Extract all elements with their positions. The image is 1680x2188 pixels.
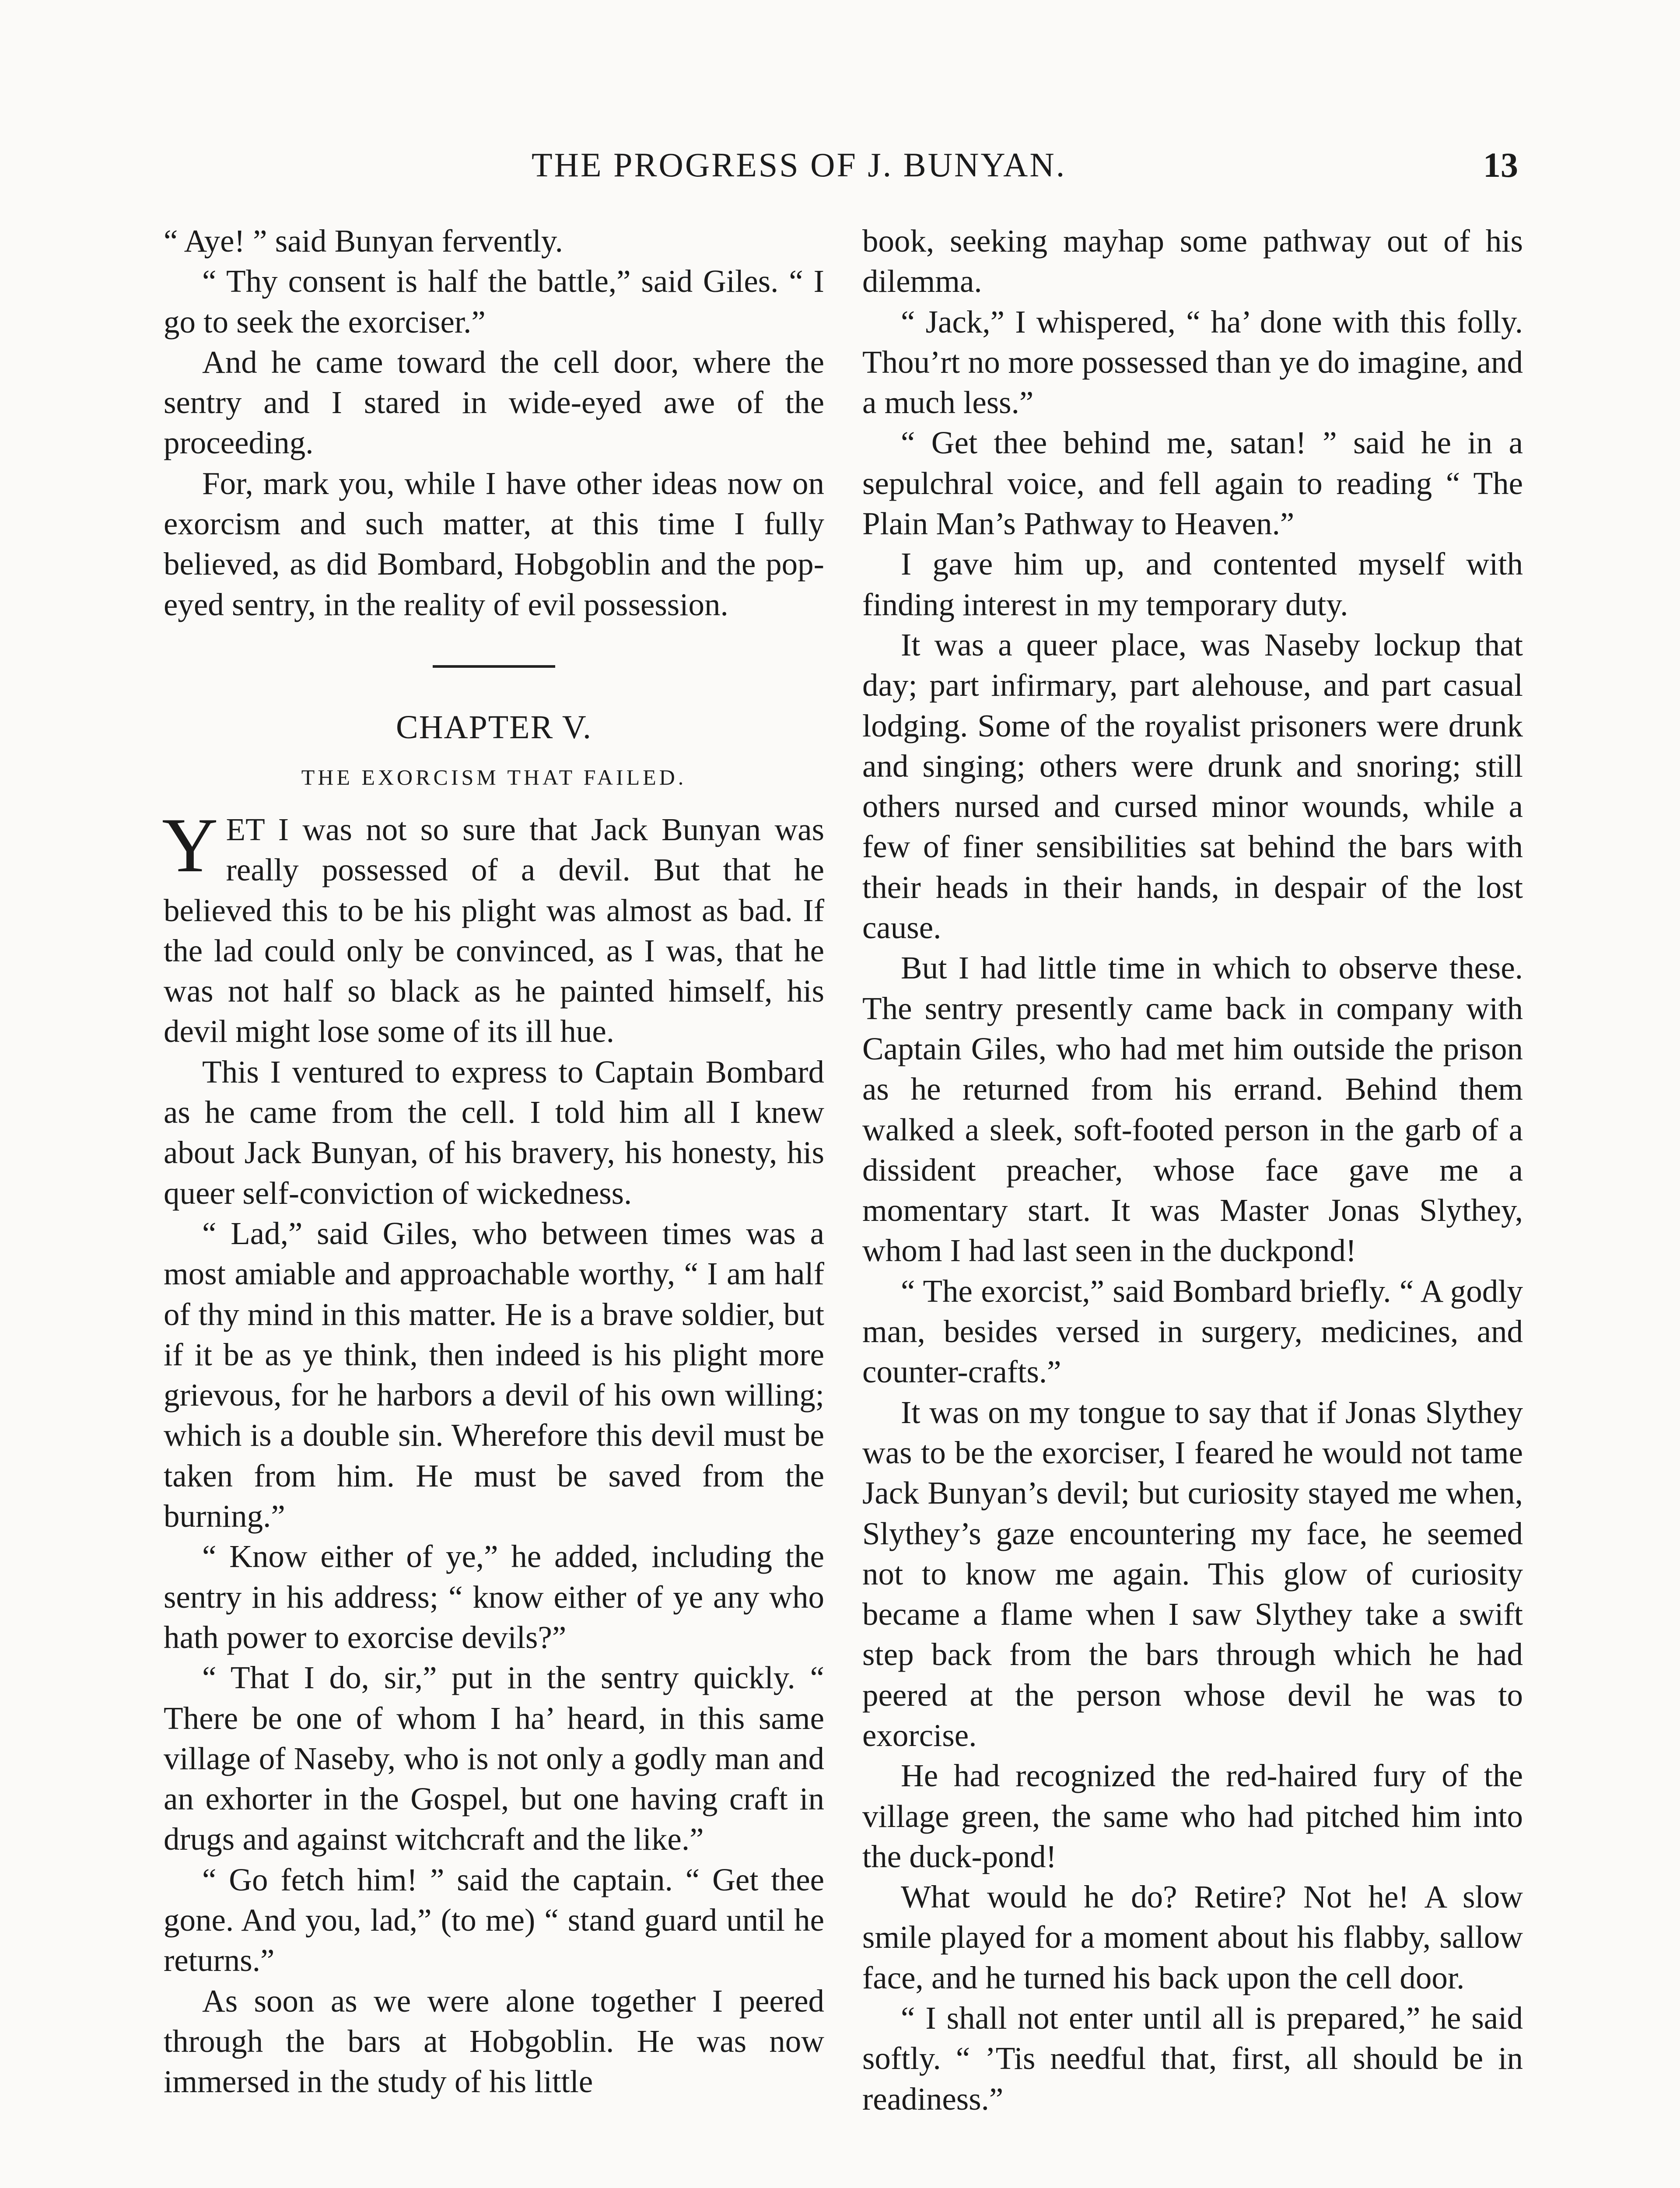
paragraph: “ Jack,” I whispered, “ ha’ done with this folly. Thou’rt no more possessed than ye do imagine, and a much less.” [862, 304, 1523, 421]
paragraph: This I ventured to express to Captain Bombard as he came from the cell. I told him all I knew about Jack Bunyan, of his bravery, his honesty, his queer self-conviction of wickedness. [164, 1054, 824, 1211]
paragraph: book, seeking mayhap some pathway out of his dilemma. [862, 223, 1523, 299]
paragraph: But I had little time in which to observe these. The sentry presently came back in company with Captain Giles, who had met him outside the prison as he returned from his errand. Behind them walked a sleek, soft-footed person in the garb of a dissident preacher, whose face gave me a momentary start. It was Master Jonas Slythey, whom I had last seen in the duckpond! [862, 950, 1523, 1269]
paragraph: “ Lad,” said Giles, who between times was a most amiable and approachable worthy, “ I am half of thy mind in this matter. He is a brave soldier, but if it be as ye think, then indeed is his plight more grievous, for he harbors a devil of his own willing; which is a double sin. Wherefore this devil must be taken from him. He must be saved from the burning.” [164, 1215, 824, 1534]
opening-paragraph-text: ET I was not so sure that Jack Bunyan was really possessed of a devil. But that he believed this to be his plight was almost as bad. If the lad could only be convinced, as I was, that he was not half so black as he painted himself, his devil might lose some of its ill hue. [164, 811, 824, 1049]
drop-cap: Y [162, 801, 218, 888]
paragraph: “ The exorcist,” said Bombard briefly. “ A godly man, besides versed in surgery, medicines, and counter-crafts.” [862, 1273, 1523, 1390]
paragraph: What would he do? Retire? Not he! A slow smile played for a moment about his flabby, sallow face, and he turned his back upon the cell door. [862, 1879, 1523, 1995]
chapter-title: CHAPTER V. [396, 708, 592, 746]
paragraph: “ That I do, sir,” put in the sentry quickly. “ There be one of whom I ha’ heard, in this same village of Naseby, who is not only a godly man and an exhorter in the Gospel, but one having craft in drugs and against witchcraft and the like.” [164, 1660, 824, 1857]
paragraph: He had recognized the red-haired fury of the village green, the same who had pitched him into the duck-pond! [862, 1758, 1523, 1874]
paragraph: For, mark you, while I have other ideas now on exorcism and such matter, at this time I fully believed, as did Bombard, Hobgoblin and the pop-eyed sentry, in the reality of evil possession. [164, 465, 824, 622]
paragraph: “ I shall not enter until all is prepared,” he said softly. “ ’Tis needful that, first, all should be in readiness.” [862, 2000, 1523, 2117]
paragraph: As soon as we were alone together I peered through the bars at Hobgoblin. He was now immersed in the study of his little [164, 1983, 824, 2100]
page-number: 13 [1483, 146, 1518, 185]
paragraph: “ Aye! ” said Bunyan fervently. [164, 223, 563, 259]
chapter-subtitle: THE EXORCISM THAT FAILED. [301, 764, 687, 789]
paragraph: “ Know either of ye,” he added, including the sentry in his address; “ know either of ye any who hath power to exorcise devils?” [164, 1539, 824, 1655]
right-column [862, 221, 1523, 2119]
running-title: THE PROGRESS OF J. BUNYAN. [532, 146, 1067, 184]
paragraph: “ Go fetch him! ” said the captain. “ Get thee gone. And you, lad,” (to me) “ stand guard until he returns.” [164, 1862, 824, 1978]
left-column [164, 221, 824, 2102]
paragraph: “ Get thee behind me, satan! ” said he in a sepulchral voice, and fell again to reading “ The Plain Man’s Pathway to Heaven.” [862, 425, 1523, 542]
paragraph: I gave him up, and contented myself with finding interest in my temporary duty. [862, 546, 1523, 622]
opening-paragraph [162, 801, 824, 1052]
paragraph: It was a queer place, was Naseby lockup that day; part infirmary, part alehouse, and part casual lodging. Some of the royalist prisoners were drunk and singing; others were drunk and snoring; still others nursed and cursed minor wounds, while a few of finer sensibilities sat behind the bars with their heads in their hands, in despair of the lost cause. [862, 627, 1523, 946]
paragraph: And he came toward the cell door, where the sentry and I stared in wide-eyed awe of the proceeding. [164, 344, 824, 461]
paragraph: “ Thy consent is half the battle,” said Giles. “ I go to seek the exorciser.” [164, 263, 824, 340]
section-divider [433, 665, 555, 668]
paragraph: It was on my tongue to say that if Jonas Slythey was to be the exorciser, I feared he would not tame Jack Bunyan’s devil; but curiosity stayed me when, Slythey’s gaze encountering my face, he seemed not to know me again. This glow of curiosity became a flame when I saw Slythey take a swift step back from the bars through which he had peered at the person whose devil he was to exorcise. [862, 1394, 1523, 1753]
